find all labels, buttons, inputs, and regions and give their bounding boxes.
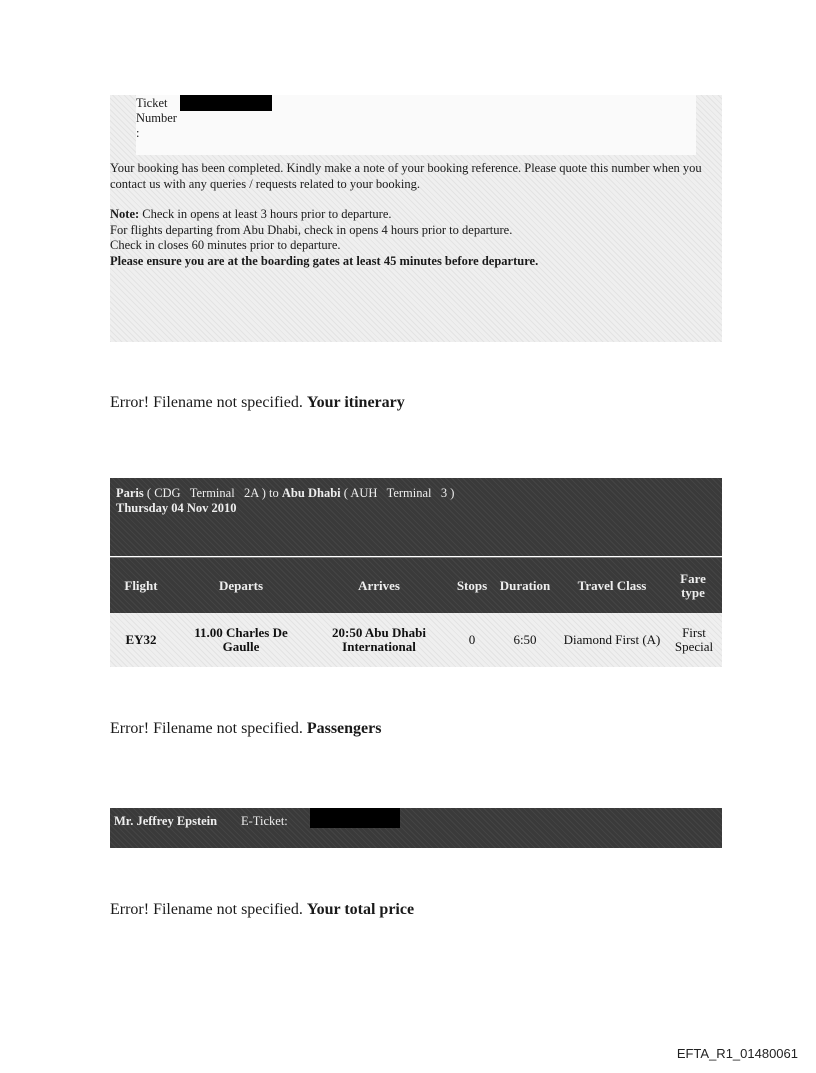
ticket-number-redaction [180,95,272,111]
col-travel-class: Travel Class [577,578,647,593]
total-price-heading [110,901,414,919]
arrival-info: 20:50 Abu Dhabi International [332,625,426,654]
boarding-gate-warning: Please ensure you are at the boarding gates at least 45 minutes before departure. [110,253,539,268]
ticket-label-line2: Number [136,111,177,125]
origin-city: Paris [116,486,144,500]
booking-info-panel [110,95,722,342]
passenger-row [110,808,722,848]
itinerary-column-headers [110,557,722,614]
col-arrives: Arrives [358,578,400,593]
itinerary-table [110,478,722,667]
error-prefix: Error! Filename not specified. [110,720,303,737]
note-line1: Check in opens at least 3 hours prior to departure. [139,207,392,221]
origin-detail: ( CDG Terminal 2A ) to [143,486,282,500]
col-stops: Stops [456,578,488,593]
destination-detail: ( AUH Terminal 3 ) [340,486,455,500]
ticket-number-label [136,96,184,141]
col-departs: Departs [218,578,264,593]
note-line3: Check in closes 60 minutes prior to departure. [110,238,341,252]
booking-message-block [110,161,710,284]
eticket-label: E-Ticket: [241,814,288,828]
eticket-redaction [310,808,400,828]
col-fare-type: Fare type [680,571,706,600]
itinerary-heading [110,394,405,412]
col-flight: Flight [124,578,158,593]
passengers-title: Passengers [306,720,382,737]
note-label: Note: [110,207,140,221]
passenger-name: Mr. Jeffrey Epstein [114,814,218,828]
document-id: EFTA_R1_01480061 [676,1046,798,1061]
note-line2: For flights departing from Abu Dhabi, check in opens 4 hours prior to departure. [110,222,513,237]
flight-date: Thursday 04 Nov 2010 [116,501,237,515]
departure-info: 11.00 Charles De Gaulle [194,625,288,654]
stops-value: 0 [468,632,476,647]
passengers-heading [110,720,381,738]
fare-type-value: First Special [674,625,714,654]
col-duration: Duration [499,578,551,593]
route-line [116,486,716,501]
route-header [110,478,722,556]
error-prefix: Error! Filename not specified. [110,394,303,411]
checkin-notes [110,207,710,269]
duration-value: 6:50 [513,632,537,647]
error-prefix: Error! Filename not specified. [110,901,303,918]
total-price-title: Your total price [306,901,415,918]
destination-city: Abu Dhabi [281,486,341,500]
ticket-label-line1: Ticket [136,96,168,110]
booking-confirmation-text: Your booking has been completed. Kindly make a note of your booking reference. Please quote this number when you contact us with any queries / requests related to your booking. [110,161,702,191]
travel-class-value: Diamond First (A) [563,632,661,647]
ticket-label-line3: : [136,126,140,140]
flight-number: EY32 [125,632,157,647]
table-row [110,613,722,667]
itinerary-title: Your itinerary [306,394,405,411]
